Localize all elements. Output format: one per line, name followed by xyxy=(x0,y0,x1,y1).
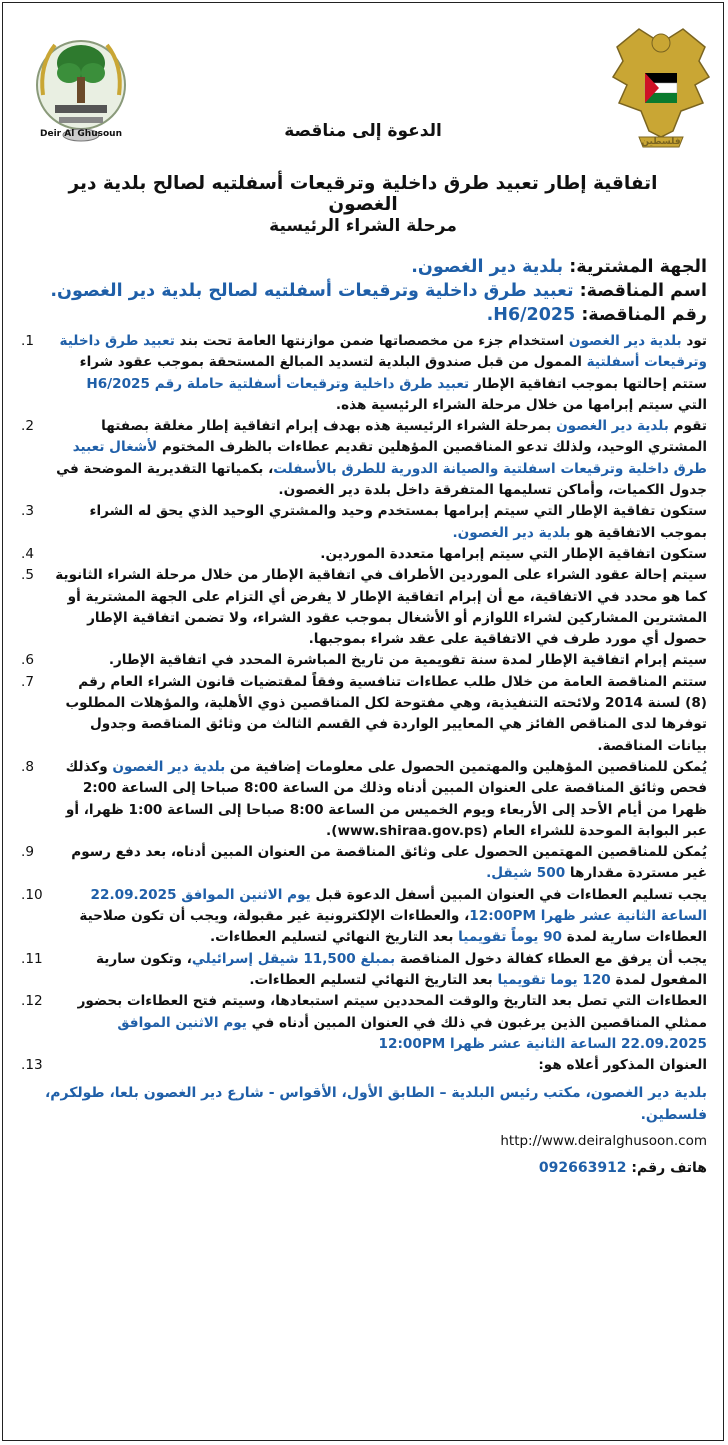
item-number: .8 xyxy=(21,758,34,775)
item-text: تعبيد طرق داخلية وترقيعات أسفلتية حاملة رقم H6/2025 xyxy=(86,375,470,392)
item-number: .13 xyxy=(21,1057,43,1074)
item-text: ، والعطاءات الإلكترونية غير مقبولة، ويجب أن تكون صلاحية العطاءات سارية لمدة xyxy=(79,908,707,946)
list-item xyxy=(19,1055,707,1076)
item-number: .4 xyxy=(21,545,34,562)
item-text: بلدية دير الغصون. xyxy=(452,524,571,541)
item-text: 120 يوما تقويميا xyxy=(497,971,611,988)
item-text: وكذلك فحص وثائق المناقصة على العنوان المبين أدناه وذلك من الساعة 8:00 صباحا إلى الساعة 2:00 ظهرا من أيام الأحد إلى الأربعاء ويوم الخميس من الساعة 8:00 صباحا إلى الساعة 1:00 ظهرا، أو عبر البوابة الموحدة للشراء العام (www.shiraa.gov.ps). xyxy=(65,758,707,839)
item-text: بلدية دير الغصون xyxy=(556,418,669,435)
emblem-caption: فلسطين xyxy=(641,137,681,147)
item-text: بمرحلة الشراء الرئيسية هذه بهدف إبرام اتفاقية إطار مغلقة بصفتها المشتري الوحيد، ولذلك تدعو المناقصين المؤهلين تقديم عطاءات بالظرف المختوم xyxy=(101,418,707,456)
item-text: يوم الاثنين الموافق 22.09.2025 الساعة الثانية عشر ظهرا 12:00PM xyxy=(117,1014,707,1052)
item-text: العنوان المذكور أعلاه هو: xyxy=(538,1057,707,1074)
call-title: الدعوة إلى مناقصة xyxy=(284,121,442,141)
item-text: الممول من قبل صندوق البلدية لتسديد المبالغ المستحقة بموجب عقود شراء ستتم إحالتها بموجب اتفاقية الإطار xyxy=(79,354,707,392)
tender-name-value: تعبيد طرق داخلية وترقيعات أسفلتيه لصالح بلدية دير الغصون. xyxy=(50,281,574,301)
list-item xyxy=(19,885,707,949)
item-number: .10 xyxy=(21,886,43,903)
website-link[interactable]: http://www.deiralghusoon.com xyxy=(500,1133,707,1150)
phone-label: هاتف رقم: xyxy=(631,1160,707,1177)
tender-name-field xyxy=(19,279,707,303)
list-item xyxy=(19,991,707,1055)
tender-number-value: H6/2025. xyxy=(486,305,576,325)
phone-line xyxy=(19,1156,707,1180)
tender-name-label: اسم المناقصة: xyxy=(579,281,707,301)
item-text: بلدية دير الغصون xyxy=(568,333,682,349)
item-text: يُمكن للمناقصين المؤهلين والمهتمين الحصول على معلومات إضافية من xyxy=(225,758,707,775)
item-text: بعد التاريخ النهائي لتسليم العطاءات. xyxy=(249,971,498,988)
eagle-emblem-icon xyxy=(609,21,713,155)
item-text: يجب أن يرفق مع العطاء كفالة دخول المناقصة xyxy=(395,950,707,967)
item-text: استخدام جزء من مخصصاتها ضمن موازنتها العامة تحت بند xyxy=(174,333,569,349)
buyer-value: بلدية دير الغصون. xyxy=(411,257,564,277)
item-text: العطاءات التي تصل بعد التاريخ والوقت المحددين سيتم استبعادها، وسيتم فتح العطاءات بحضور ممثلي المناقصين الذين يرغبون في ذلك في العنوان المبين أدناه في xyxy=(77,993,707,1031)
tender-number-label: رقم المناقصة: xyxy=(581,305,707,325)
list-item xyxy=(19,565,707,650)
item-text: ستكون اتفاقية الإطار التي سيتم إبرامها متعددة الموردين. xyxy=(320,545,707,562)
item-number: .7 xyxy=(21,673,34,690)
item-text: 500 شيقل. xyxy=(486,865,566,882)
item-text: بمبلغ 11,500 شيقل إسرائيلي xyxy=(191,950,396,967)
logo-caption: Deir Al Ghusoun xyxy=(40,129,122,139)
item-text: التي سيتم إبرامها من خلال مرحلة الشراء الرئيسية هذه. xyxy=(335,396,707,413)
item-number: .5 xyxy=(21,567,34,584)
item-text: تعبيد طرق داخلية وترقيعات أسفلتية xyxy=(59,333,707,371)
buyer-field xyxy=(19,255,707,279)
tender-announcement xyxy=(2,2,724,1441)
item-text: ، بكمياتها التقديرية الموضحة في جدول الكميات، وأماكن تسليمها المتفرقة داخل بلدة دير الغصون. xyxy=(56,460,707,499)
item-text: يوم الاثنين الموافق 22.09.2025 الساعة الثانية عشر ظهرا 12:00PM xyxy=(90,886,707,925)
list-item xyxy=(19,416,707,501)
list-item xyxy=(19,842,707,885)
list-item xyxy=(19,331,707,416)
item-text: تقوم xyxy=(668,418,707,435)
item-text: ستكون تفاقية الإطار التي سيتم إبرامها بمستخدم وحيد والمشتري الوحيد الذي يحق له الشراء بموجب الاتفاقية هو xyxy=(89,503,707,541)
item-text: يجب تسليم العطاءات في العنوان المبين أسفل الدعوة قبل xyxy=(310,886,707,903)
item-text: بلدية دير الغصون xyxy=(112,758,226,775)
item-text: بعد التاريخ النهائي لتسليم العطاءات. xyxy=(210,929,459,946)
item-number: .11 xyxy=(21,950,43,967)
palestine-emblem xyxy=(609,21,713,155)
list-item xyxy=(19,501,707,544)
item-text: ستتم المناقصة العامة من خلال طلب عطاءات تنافسية وفقاً لمقتضيات قانون الشراء العام رقم (8) لسنة 2014 ولائحته التنفيذية، وهي مفتوحة لكل المناقصين ذوي الأهلية، والمؤهلات المطلوب توفرها لدى المناقص الفائز هي المعايير الواردة في القسم الثالث من وثائق المناقصة وجدول بيانات المناقصة. xyxy=(65,673,707,754)
item-text: لأشغال تعبيد طرق داخلية وترقيعات اسفلتية والصيانة الدورية للطرق بالأسفلت xyxy=(72,439,707,477)
item-text: سيتم إحالة عقود الشراء على الموردين الأطراف في اتفاقية الإطار من خلال مرحلة الشراء الثانوية كما هو محدد في الاتفاقية، مع أن إبرام اتفاقية الإطار لا يفرض أي التزام على الجهة المشترية أو المشترين المشاركين لشراء اللوازم أو الأشغال بموجب عقود الشراء، ولا تضمن اتفاقية الإطار حصول أي مورد طرف في الاتفاقية على عقد شراء بموجبها. xyxy=(55,567,707,648)
list-item xyxy=(19,757,707,842)
address: بلدية دير الغصون، مكتب رئيس البلدية – الطابق الأول، الأقواس - شارع دير الغصون بلعا، طولكرم، فلسطين. xyxy=(44,1085,707,1124)
item-text: يُمكن للمناقصين المهتمين الحصول على وثائق المناقصة من العنوان المبين أدناه، بعد دفع رسوم غير مستردة مقدارها xyxy=(71,844,707,882)
list-item xyxy=(19,949,707,992)
item-text: سيتم إبرام اتفاقية الإطار لمدة سنة تقويمية من تاريخ المباشرة المحدد في اتفاقية الإطار. xyxy=(108,652,707,669)
item-number: .6 xyxy=(21,652,34,669)
agreement-title: اتفاقية إطار تعبيد طرق داخلية وترقيعات أسفلتيه لصالح بلدية دير الغصون xyxy=(68,173,658,215)
item-number: .1 xyxy=(21,333,34,349)
conditions-list xyxy=(19,331,707,1076)
item-text: تود xyxy=(681,333,707,349)
phase-title: مرحلة الشراء الرئيسية xyxy=(269,216,457,236)
item-text: 90 يوماً تقويميا xyxy=(458,929,562,946)
buyer-label: الجهة المشترية: xyxy=(569,257,707,277)
tender-number-field xyxy=(19,303,707,327)
municipality-logo xyxy=(29,25,133,149)
item-number: .9 xyxy=(21,844,34,861)
item-number: .3 xyxy=(21,503,34,520)
list-item xyxy=(19,672,707,757)
item-number: .2 xyxy=(21,418,34,435)
phone-number: 092663912 xyxy=(538,1160,627,1177)
announcement-body xyxy=(19,255,707,1180)
list-item xyxy=(19,544,707,565)
item-number: .12 xyxy=(21,993,43,1010)
item-text: ، وتكون سارية المفعول لمدة xyxy=(96,950,707,988)
list-item xyxy=(19,650,707,671)
